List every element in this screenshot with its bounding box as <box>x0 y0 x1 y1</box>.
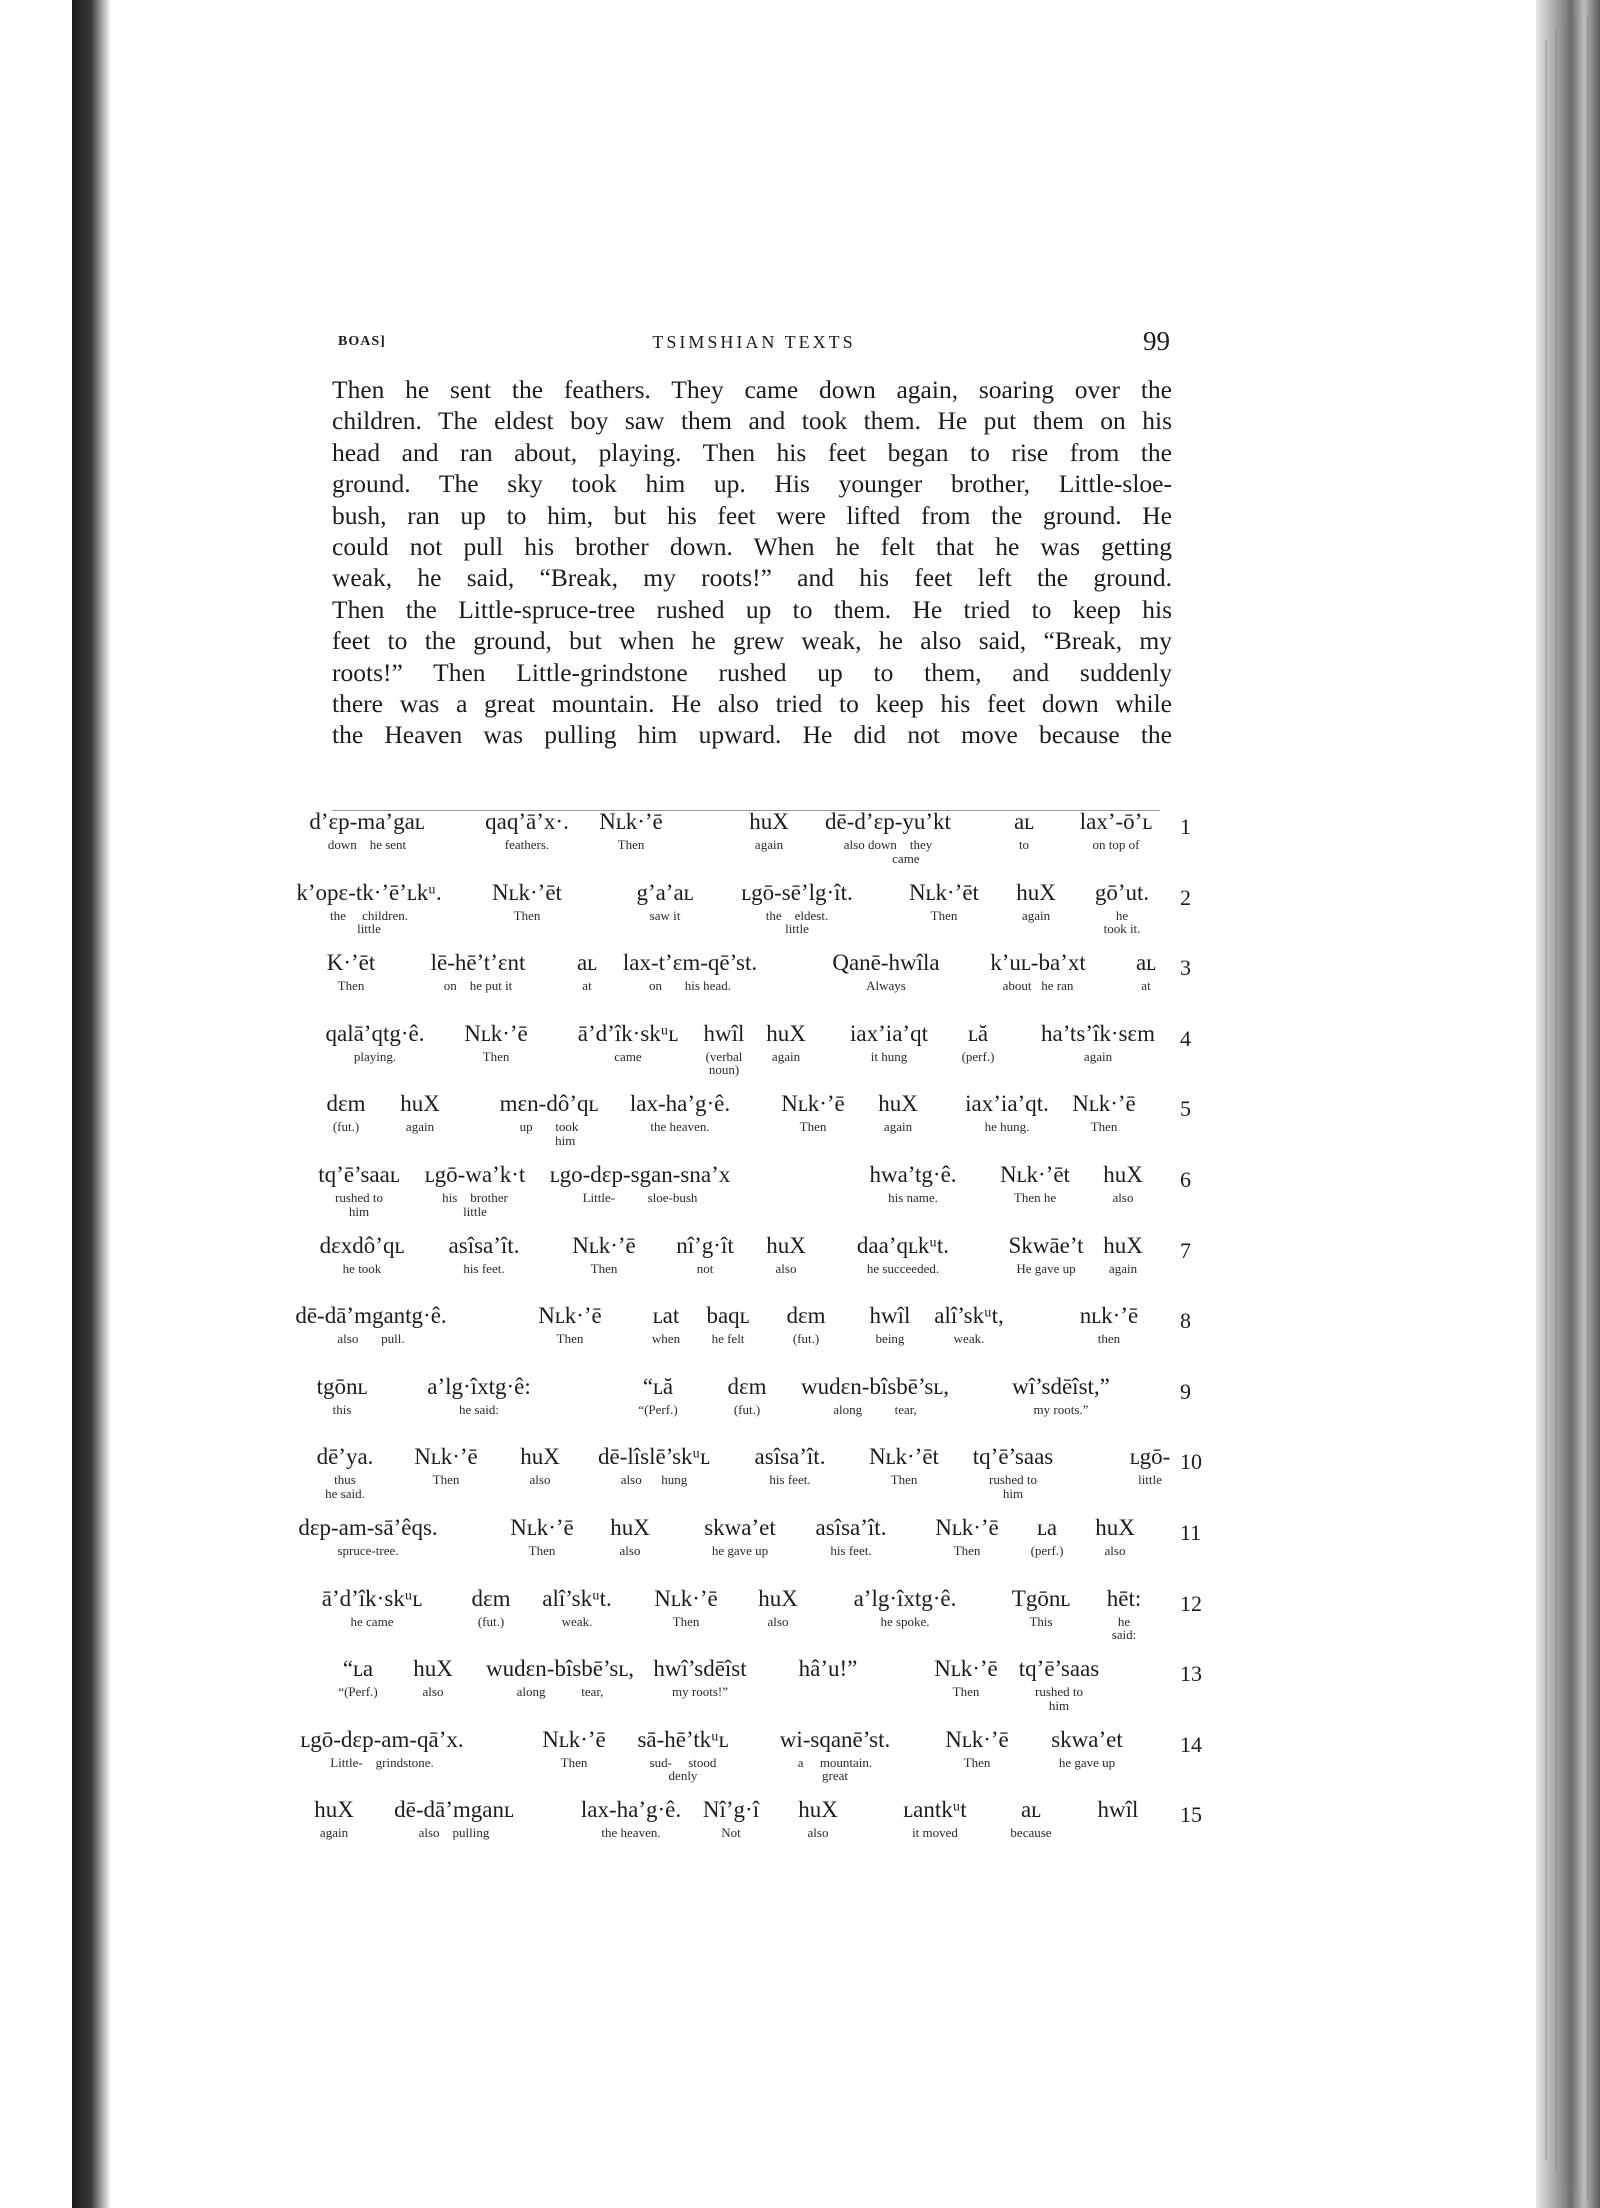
tsimshian-word: daa’qʟkᵘt. <box>856 1232 950 1258</box>
english-gloss: Then <box>890 1472 918 1488</box>
english-gloss: this <box>332 1401 352 1417</box>
tsimshian-word: a’lg·îxtg·ê: <box>427 1373 531 1399</box>
english-gloss: at <box>1141 978 1151 994</box>
english-gloss: down he sent <box>327 837 407 852</box>
word-pair <box>1040 1443 1260 1487</box>
tsimshian-word: qaq’ā’x·. <box>485 809 569 834</box>
tsimshian-word: sā-hē’tkᵘʟ <box>637 1726 729 1752</box>
tsimshian-word: Nʟk·’ē <box>510 1515 574 1540</box>
interlinear-line <box>0 1726 1600 1796</box>
english-gloss: Then <box>617 837 645 852</box>
tsimshian-word: baqʟ <box>706 1303 750 1329</box>
english-gloss: he gave up <box>1058 1754 1116 1770</box>
word-pair <box>988 1020 1208 1064</box>
english-gloss: weak. <box>953 1331 985 1347</box>
english-gloss: again <box>319 1825 349 1841</box>
line-number: 2 <box>1180 884 1191 910</box>
english-gloss: again <box>754 837 784 852</box>
tsimshian-word: Nʟk·’ē <box>542 1726 606 1752</box>
tsimshian-word: hwî’sdēîst <box>653 1656 747 1682</box>
tsimshian-word: ʟgō-sē’lg·ît. <box>741 879 853 905</box>
tsimshian-word: huX <box>749 809 789 834</box>
english-gloss: He gave up <box>1016 1260 1076 1276</box>
english-gloss: also hung <box>620 1472 688 1488</box>
tsimshian-word: huX <box>610 1515 650 1540</box>
tsimshian-word: lax’-ō’ʟ <box>1079 809 1153 834</box>
interlinear-line <box>0 1585 1600 1655</box>
tsimshian-word: aʟ <box>1013 809 1035 834</box>
english-gloss: also <box>422 1684 444 1700</box>
tsimshian-word: dɛm <box>727 1373 767 1399</box>
page-number: 99 <box>1143 326 1170 356</box>
tsimshian-word: Qanē-hwîla <box>832 950 940 976</box>
english-gloss: feathers. <box>504 837 550 852</box>
english-gloss: also <box>775 1260 797 1276</box>
word-pair <box>272 1726 492 1770</box>
tsimshian-word: huX <box>400 1091 440 1117</box>
interlinear-line <box>0 949 1600 1019</box>
tsimshian-word: dɛxdô’qʟ <box>319 1232 405 1258</box>
english-gloss: his name. <box>888 1190 938 1205</box>
english-gloss: also pull. <box>337 1331 405 1347</box>
interlinear-line <box>0 1514 1600 1584</box>
tsimshian-word: Nʟk·’ē <box>538 1303 602 1329</box>
book-title: TSIMSHIAN TEXTS <box>652 332 856 352</box>
english-gloss: This <box>1029 1613 1053 1629</box>
english-gloss: little <box>1138 1472 1162 1488</box>
tsimshian-word: Nʟk·’ē <box>654 1585 718 1611</box>
word-pair <box>1036 949 1256 993</box>
english-gloss: Then <box>528 1543 556 1558</box>
english-gloss: he took <box>342 1260 382 1276</box>
tsimshian-word: wudɛn-bîsbē’sʟ, <box>801 1373 949 1399</box>
interlinear-line <box>0 1655 1600 1725</box>
english-gloss: he said: <box>1111 1613 1137 1643</box>
interlinear-line <box>0 1020 1600 1090</box>
tsimshian-word: lax-t’ɛm-qē’st. <box>622 950 758 976</box>
tsimshian-word: ʟgō-dɛp-am-qā’x. <box>300 1726 464 1752</box>
english-gloss: Not <box>721 1825 741 1841</box>
tsimshian-word: Nʟk·’ē <box>1072 1091 1136 1117</box>
english-gloss: rushed to him <box>334 1190 384 1219</box>
english-gloss: being <box>875 1331 905 1347</box>
english-gloss: (perf.) <box>961 1048 995 1064</box>
tsimshian-word: huX <box>798 1797 838 1823</box>
tsimshian-word: ha’ts’îk·sɛm <box>1040 1020 1155 1046</box>
line-number: 1 <box>1180 814 1191 839</box>
tsimshian-word: tq’ē’saas <box>972 1444 1054 1470</box>
tsimshian-word: mɛn-dô’qʟ <box>499 1091 599 1117</box>
tsimshian-word: iax’ia’qt. <box>965 1091 1049 1117</box>
tsimshian-word: huX <box>878 1091 918 1117</box>
english-gloss: on his head. <box>649 978 731 994</box>
english-gloss: again <box>1108 1260 1138 1276</box>
english-gloss: Little- grindstone. <box>330 1754 434 1770</box>
english-gloss: at <box>582 978 592 994</box>
tsimshian-word: dɛp-am-sā’êqs. <box>298 1515 438 1540</box>
tsimshian-word: asîsa’ît. <box>448 1232 520 1258</box>
english-gloss: again <box>1021 907 1051 923</box>
prose-line: there was a great mountain. He also tried to keep his feet down while <box>332 689 1172 719</box>
english-gloss: “(Perf.) <box>638 1401 678 1417</box>
english-gloss: Then <box>799 1119 827 1135</box>
tsimshian-word: wî’sdēîst,” <box>1012 1373 1110 1399</box>
tsimshian-word: dē-d’ɛp-yu’kt <box>825 809 951 834</box>
english-gloss: Then <box>953 1543 981 1558</box>
english-gloss: a mountain. great <box>797 1754 873 1784</box>
line-number: 9 <box>1180 1378 1191 1404</box>
english-gloss: my roots.” <box>1033 1401 1089 1417</box>
english-gloss: the heaven. <box>650 1119 710 1135</box>
english-gloss: again <box>405 1119 435 1135</box>
english-gloss: also <box>619 1543 641 1558</box>
line-number: 10 <box>1180 1449 1202 1475</box>
tsimshian-word: ʟgō-wa’k·t <box>424 1162 526 1187</box>
tsimshian-word: Tgōnʟ <box>1011 1585 1071 1611</box>
word-pair <box>949 1655 1169 1712</box>
tsimshian-word: qalā’qtg·ê. <box>325 1020 425 1046</box>
english-gloss: up took him <box>519 1119 579 1148</box>
english-gloss: again <box>883 1119 913 1135</box>
english-gloss: he felt <box>711 1331 745 1347</box>
english-gloss: thus he said. <box>325 1472 365 1501</box>
tsimshian-word: asîsa’ît. <box>815 1515 887 1540</box>
interlinear-line <box>0 808 1600 878</box>
english-gloss: (fut.) <box>733 1401 761 1417</box>
line-number: 14 <box>1180 1731 1202 1757</box>
interlinear-line <box>0 1090 1600 1160</box>
tsimshian-word: hēt: <box>1106 1585 1142 1611</box>
english-gloss: Then <box>963 1754 991 1770</box>
word-pair <box>530 1161 750 1205</box>
english-gloss: rushed to him <box>988 1472 1038 1501</box>
english-gloss: he took it. <box>1103 907 1141 937</box>
tsimshian-word: nî’g·ît <box>676 1232 734 1258</box>
word-pair <box>261 1302 481 1346</box>
tsimshian-word: g’a’aʟ <box>636 879 694 905</box>
english-gloss: (verbal noun) <box>705 1048 743 1078</box>
tsimshian-word: Nî’g·î <box>702 1797 760 1823</box>
tsimshian-word: iax’ia’qt <box>850 1020 928 1046</box>
english-gloss: (fut.) <box>477 1613 505 1629</box>
prose-line: roots!” Then Little-grindstone rushed up to them, and suddenly <box>332 657 1172 687</box>
prose-line: the Heaven was pulling him upward. He did not move because the <box>332 720 1172 750</box>
english-gloss: (fut.) <box>792 1331 820 1347</box>
tsimshian-word: ʟantkᵘt <box>903 1797 967 1823</box>
english-gloss: he gave up <box>711 1543 769 1558</box>
prose-line: bush, ran up to him, but his feet were lifted from the ground. He <box>332 500 1172 530</box>
tsimshian-word: wi-sqanē’st. <box>779 1726 891 1752</box>
tsimshian-word: Nʟk·’ēt <box>909 879 979 905</box>
english-gloss: then <box>1097 1331 1121 1347</box>
english-gloss: saw it <box>649 907 681 923</box>
tsimshian-word: hwîl <box>1097 1797 1139 1823</box>
tsimshian-word: aʟ <box>576 950 598 976</box>
english-gloss: also pulling <box>418 1825 490 1841</box>
english-gloss: came <box>614 1048 642 1064</box>
english-gloss: Then <box>1090 1119 1118 1135</box>
english-gloss: my roots!” <box>672 1684 728 1700</box>
prose-line: Then the Little-spruce-tree rushed up to them. He tried to keep his <box>332 594 1172 624</box>
tsimshian-word: huX <box>766 1020 806 1046</box>
word-pair <box>1013 1161 1233 1205</box>
tsimshian-word: “ʟă <box>642 1373 674 1399</box>
english-gloss: Then <box>337 978 365 994</box>
tsimshian-word: ʟat <box>652 1303 680 1329</box>
english-gloss: he hung. <box>984 1119 1030 1135</box>
english-gloss: along tear, <box>516 1684 604 1700</box>
english-gloss: Then he <box>1013 1190 1057 1205</box>
english-gloss: he spoke. <box>880 1613 930 1629</box>
english-gloss: again <box>1083 1048 1113 1064</box>
tsimshian-word: aʟ <box>1135 950 1157 976</box>
prose-line: feet to the ground, but when he grew weak, he also said, “Break, my <box>332 626 1172 656</box>
tsimshian-word: hâ’u!” <box>798 1656 858 1682</box>
word-pair <box>1012 879 1232 936</box>
english-gloss: about he ran <box>1002 978 1074 994</box>
tsimshian-word: Nʟk·’ē <box>572 1232 636 1258</box>
english-gloss: again <box>771 1048 801 1064</box>
tsimshian-word: ā’d’îk·skᵘʟ <box>577 1020 679 1046</box>
tsimshian-word: dē-dā’mganʟ <box>394 1797 514 1823</box>
english-gloss: (perf.) <box>1030 1543 1064 1558</box>
tsimshian-word: dē’ya. <box>316 1444 374 1470</box>
english-gloss: Then <box>952 1684 980 1700</box>
english-gloss: he said: <box>458 1401 500 1417</box>
tsimshian-word: huX <box>1016 879 1056 905</box>
tsimshian-word: asîsa’ît. <box>754 1444 826 1470</box>
tsimshian-word: lax-ha’g·ê. <box>580 1797 682 1823</box>
word-pair <box>977 1726 1197 1770</box>
english-gloss: the heaven. <box>601 1825 661 1841</box>
tsimshian-word: huX <box>758 1585 798 1611</box>
english-gloss: he came <box>350 1613 394 1629</box>
english-gloss: Then <box>513 907 541 923</box>
english-gloss: his brother little <box>442 1190 508 1219</box>
english-gloss: on top of <box>1092 837 1140 852</box>
tsimshian-word: dɛm <box>471 1585 511 1611</box>
tsimshian-word: k’uʟ-ba’xt <box>990 950 1086 976</box>
english-gloss: his feet. <box>830 1543 872 1558</box>
english-gloss: Then <box>672 1613 700 1629</box>
english-gloss: his feet. <box>769 1472 811 1488</box>
author-tag: BOAS] <box>338 334 386 349</box>
tsimshian-word: hwîl <box>703 1020 745 1046</box>
prose-line: Then he sent the feathers. They came down again, soaring over the <box>332 375 1172 404</box>
tsimshian-word: a’lg·îxtg·ê. <box>853 1585 957 1611</box>
prose-line: children. The eldest boy saw them and took them. He put them on his <box>332 406 1172 436</box>
english-gloss: Little- sloe-bush <box>582 1190 698 1205</box>
tsimshian-word: K·’ēt <box>326 950 376 976</box>
word-pair <box>580 949 800 993</box>
tsimshian-word: ʟa <box>1036 1515 1058 1540</box>
line-number: 11 <box>1180 1520 1202 1545</box>
tsimshian-word: hwa’tg·ê. <box>869 1162 957 1187</box>
tsimshian-word: huX <box>520 1444 560 1470</box>
tsimshian-word: Nʟk·’ēt <box>869 1444 939 1470</box>
english-gloss: the children. little <box>330 907 408 937</box>
interlinear-line <box>0 1443 1600 1513</box>
tsimshian-word: lē-hē’t’ɛnt <box>430 950 526 976</box>
interlinear-line <box>0 1302 1600 1372</box>
english-gloss: Then <box>556 1331 584 1347</box>
tsimshian-word: lax-ha’g·ê. <box>629 1091 731 1117</box>
tsimshian-word: Nʟk·’ē <box>599 809 663 834</box>
english-gloss: weak. <box>561 1613 593 1629</box>
tsimshian-word: tq’ē’saaʟ <box>318 1162 400 1187</box>
tsimshian-word: aʟ <box>1020 1797 1042 1823</box>
tsimshian-word: huX <box>1103 1162 1143 1187</box>
interlinear-line <box>0 1161 1600 1231</box>
english-gloss: Then <box>560 1754 588 1770</box>
tsimshian-word: dɛm <box>786 1303 826 1329</box>
english-gloss: also down they came <box>843 837 933 866</box>
english-gloss: (fut.) <box>332 1119 360 1135</box>
english-gloss: not <box>696 1260 714 1276</box>
line-number: 7 <box>1180 1237 1191 1263</box>
english-gloss: it hung <box>870 1048 908 1064</box>
tsimshian-word: ʟă <box>967 1020 989 1046</box>
tsimshian-word: huX <box>766 1232 806 1258</box>
tsimshian-word: Nʟk·’ēt <box>492 879 562 905</box>
tsimshian-word: Nʟk·’ē <box>935 1515 999 1540</box>
english-gloss: along tear, <box>833 1401 917 1417</box>
tsimshian-word: k’opɛ-tk·’ē’ʟkᵘ. <box>296 879 442 905</box>
english-gloss: to <box>1018 837 1030 852</box>
tsimshian-word: d’ɛp-ma’gaʟ <box>309 809 425 834</box>
tsimshian-word: huX <box>413 1656 453 1682</box>
interlinear-line <box>0 879 1600 949</box>
tsimshian-word: Nʟk·’ē <box>414 1444 478 1470</box>
tsimshian-word: dē-lîslē’skᵘʟ <box>598 1444 710 1470</box>
tsimshian-word: skwa’et <box>704 1515 776 1540</box>
tsimshian-word: gō’ut. <box>1094 879 1150 905</box>
tsimshian-word: huX <box>314 1797 354 1823</box>
english-gloss: also <box>529 1472 551 1488</box>
english-gloss: rushed to him <box>1034 1684 1084 1713</box>
english-gloss: Always <box>866 978 906 994</box>
english-gloss: Then <box>482 1048 510 1064</box>
line-number: 12 <box>1180 1590 1202 1616</box>
english-gloss: Then <box>432 1472 460 1488</box>
english-gloss: also <box>1112 1190 1134 1205</box>
tsimshian-word: huX <box>1103 1232 1143 1258</box>
line-number: 5 <box>1180 1096 1191 1122</box>
english-gloss: his feet. <box>463 1260 505 1276</box>
prose-line: ground. The sky took him up. His younger brother, Little-sloe- <box>332 469 1172 499</box>
tsimshian-word: “ʟa <box>342 1656 374 1682</box>
english-gloss: on he put it <box>443 978 513 994</box>
interlinear-line <box>0 1796 1600 1866</box>
line-number: 3 <box>1180 955 1191 981</box>
tsimshian-word: Skwāe’t <box>1008 1232 1084 1258</box>
english-gloss: also <box>767 1613 789 1629</box>
tsimshian-word: huX <box>1095 1515 1135 1540</box>
line-number: 15 <box>1180 1802 1202 1828</box>
tsimshian-word: ā’d’îk·skᵘʟ <box>321 1585 423 1611</box>
tsimshian-word: nʟk·’ē <box>1079 1303 1139 1329</box>
english-gloss: the eldest. little <box>765 907 829 937</box>
tsimshian-word: Nʟk·’ēt <box>1000 1162 1070 1187</box>
tsimshian-word: tq’ē’saas <box>1018 1656 1100 1682</box>
english-gloss: playing. <box>353 1048 397 1064</box>
line-number: 13 <box>1180 1661 1202 1687</box>
line-number: 6 <box>1180 1167 1191 1192</box>
prose-line: head and ran about, playing. Then his feet began to rise from the <box>332 437 1172 467</box>
tsimshian-word: Nʟk·’ē <box>934 1656 998 1682</box>
english-gloss: Then <box>590 1260 618 1276</box>
prose-line: weak, he said, “Break, my roots!” and his feet left the ground. <box>332 563 1172 593</box>
tsimshian-word: hwîl <box>869 1303 911 1329</box>
tsimshian-word: Nʟk·’ē <box>464 1020 528 1046</box>
tsimshian-word: wudɛn-bîsbē’sʟ, <box>486 1656 634 1682</box>
interlinear-line <box>0 1373 1600 1443</box>
tsimshian-word: Nʟk·’ē <box>781 1091 845 1117</box>
english-gloss: sud- stood denly <box>649 1754 717 1784</box>
tsimshian-word: Nʟk·’ē <box>945 1726 1009 1752</box>
english-gloss: also <box>807 1825 829 1841</box>
tsimshian-word: skwa’et <box>1051 1726 1123 1752</box>
tsimshian-word: ʟgo-dɛp-sgan-sna’x <box>549 1162 731 1187</box>
english-gloss: “(Perf.) <box>338 1684 378 1700</box>
line-number: 8 <box>1180 1308 1191 1334</box>
line-number: 4 <box>1180 1025 1191 1051</box>
english-gloss: because <box>1010 1825 1052 1841</box>
english-gloss: when <box>651 1331 681 1347</box>
english-gloss: he succeeded. <box>866 1260 940 1276</box>
english-gloss: spruce-tree. <box>337 1543 399 1558</box>
prose-line: could not pull his brother down. When he felt that he was getting <box>332 532 1172 562</box>
tsimshian-word: alî’skᵘt, <box>934 1303 1004 1329</box>
interlinear-line <box>0 1232 1600 1302</box>
tsimshian-word: tgōnʟ <box>316 1373 368 1399</box>
word-pair <box>951 1373 1171 1417</box>
tsimshian-word: dē-dā’mgantg·ê. <box>295 1303 447 1329</box>
word-pair <box>1013 1232 1233 1276</box>
english-gloss: Then <box>930 907 958 923</box>
tsimshian-word: ʟgō- <box>1129 1444 1171 1470</box>
english-gloss: it moved <box>912 1825 958 1841</box>
english-gloss: also <box>1104 1543 1126 1558</box>
tsimshian-word: dɛm <box>326 1091 366 1117</box>
tsimshian-word: alî’skᵘt. <box>542 1585 612 1611</box>
word-pair <box>1006 808 1226 852</box>
